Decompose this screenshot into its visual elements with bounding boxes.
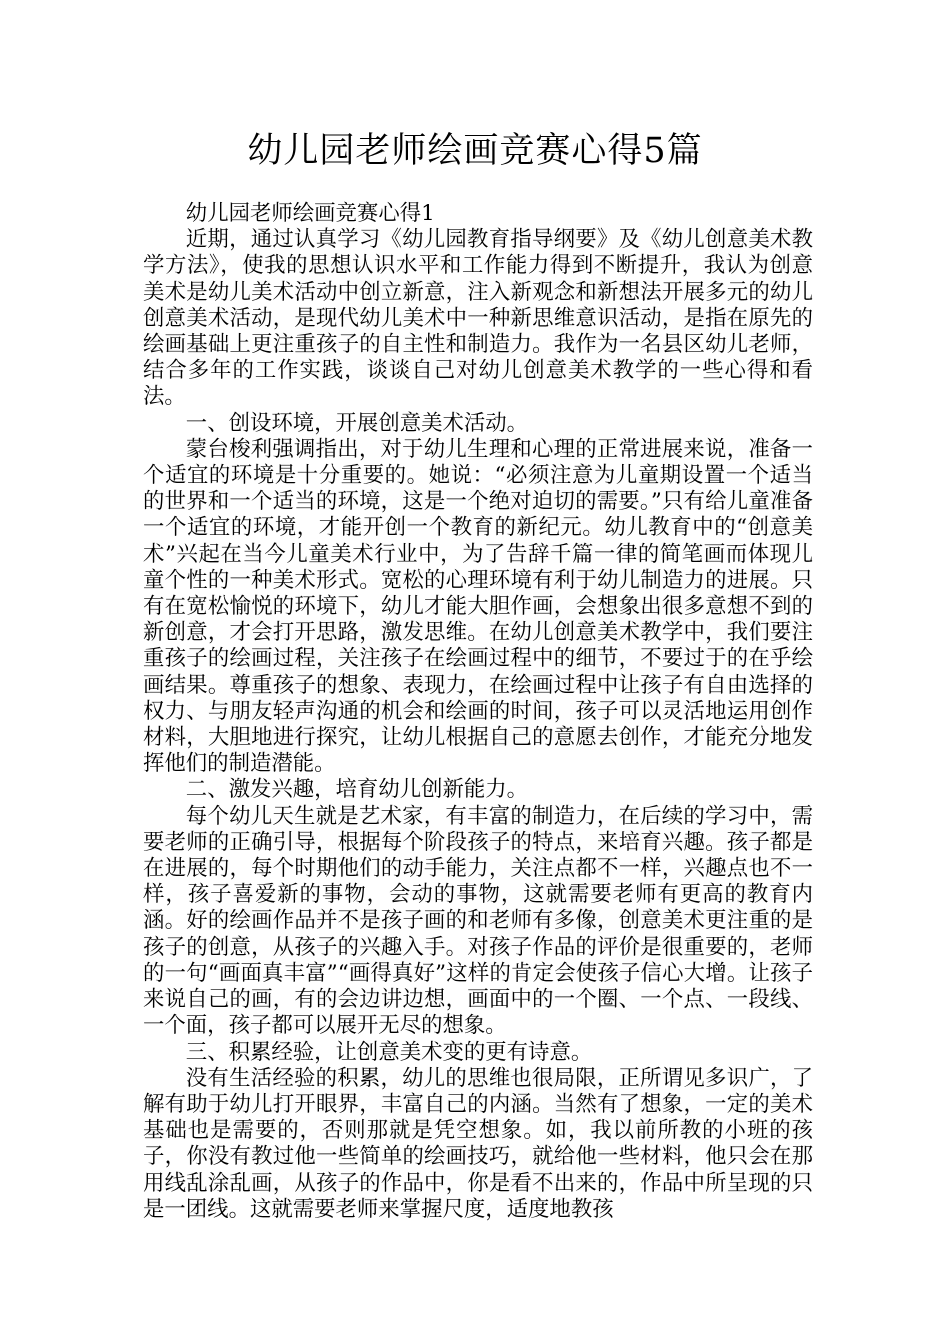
paragraph: 每个幼儿天生就是艺术家，有丰富的制造力，在后续的学习中，需要老师的正确引导，根据每个阶段孩子的特点，来培育兴趣。孩子都是在进展的，每个时期他们的动手能力，关注点都不一样，兴趣点也不一样，孩子喜爱新的事物，会动的事物，这就需要老师有更高的教育内涵。好的绘画作品并不是孩子画的和老师有多像，创意美术更注重的是孩子的创意，从孩子的兴趣入手。对孩子作品的评价是很重要的，老师的一句“画面真丰富”“画得真好”这样的肯定会使孩子信心大增。让孩子来说自己的画，有的会边讲边想，画面中的一个圈、一个点、一段线、一个面，孩子都可以展开无尽的想象。 — [143, 803, 813, 1039]
section-heading: 二、激发兴趣，培育幼儿创新能力。 — [185, 777, 529, 803]
paragraph: 没有生活经验的积累，幼儿的思维也很局限，正所谓见多识广，了解有助于幼儿打开眼界，丰富自己的内涵。当然有了想象，一定的美术基础也是需要的，否则那就是凭空想象。如，我以前所教的小班的孩子，你没有教过他一些简单的绘画技巧，就给他一些材料，他只会在那用线乱涂乱画，从孩子的作品中，你是看不出来的，作品中所呈现的只是一团线。这就需要老师来掌握尺度，适度地教孩 — [143, 1065, 813, 1222]
document-title: 幼儿园老师绘画竞赛心得5篇 — [247, 131, 703, 171]
document-body — [143, 201, 813, 1223]
section-heading: 三、积累经验，让创意美术变的更有诗意。 — [185, 1039, 593, 1065]
paragraph: 近期，通过认真学习《幼儿园教育指导纲要》及《幼儿创意美术教学方法》，使我的思想认识水平和工作能力得到不断提升，我认为创意美术是幼儿美术活动中创立新意，注入新观念和新想法开展多元的幼儿创意美术活动，是现代幼儿美术中一种新思维意识活动，是指在原先的绘画基础上更注重孩子的自主性和制造力。我作为一名县区幼儿老师，结合多年的工作实践，谈谈自己对幼儿创意美术教学的一些心得和看法。 — [143, 227, 813, 410]
section-heading: 幼儿园老师绘画竞赛心得1 — [185, 201, 435, 226]
paragraph: 蒙台梭利强调指出，对于幼儿生理和心理的正常进展来说，准备一个适宜的环境是十分重要的。她说：“必须注意为儿童期设置一个适当的世界和一个适当的环境，这是一个绝对迫切的需要。”只有给儿童准备一个适宜的环境，才能开创一个教育的新纪元。幼儿教育中的“创意美术”兴起在当今儿童美术行业中，为了告辞千篇一律的简笔画而体现儿童个性的一种美术形式。宽松的心理环境有利于幼儿制造力的进展。只有在宽松愉悦的环境下，幼儿才能大胆作画，会想象出很多意想不到的新创意，才会打开思路，激发思维。在幼儿创意美术教学中，我们要注重孩子的绘画过程，关注孩子在绘画过程中的细节，不要过于的在乎绘画结果。尊重孩子的想象、表现力，在绘画过程中让孩子有自由选择的权力、与朋友轻声沟通的机会和绘画的时间，孩子可以灵活地运用创作材料，大胆地进行探究，让幼儿根据自己的意愿去创作，才能充分地发挥他们的制造潜能。 — [143, 436, 813, 777]
section-heading: 一、创设环境，开展创意美术活动。 — [185, 410, 529, 436]
